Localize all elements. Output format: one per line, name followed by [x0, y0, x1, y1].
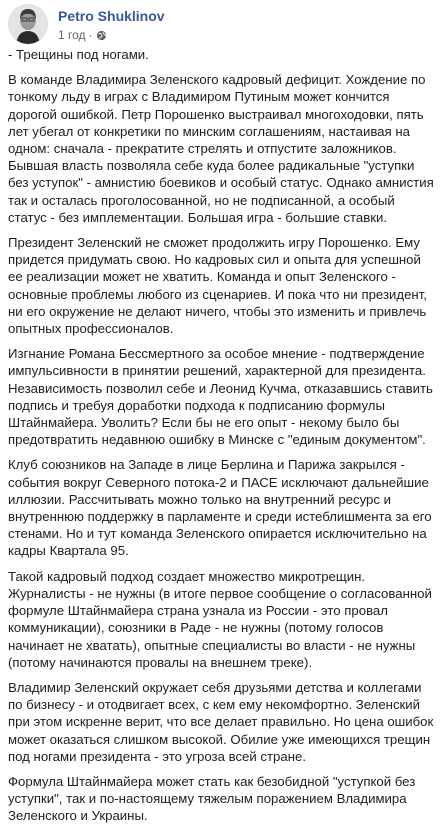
post-time[interactable]: 1 год — [58, 28, 86, 42]
post-paragraph: В команде Владимира Зеленского кадровый дефицит. Хождение по тонкому льду в играх с Владимиром Путиным может кончится дорогой ошибкой. Петр Порошенко выстраивал многоходовки, пять лет убегал от конкретики по минским соглашениям, настаивая на одном: сначала - прекратите стрелять и отпустите заложников. Бывшая власть позволяла себе куда более радикальные "уступки без уступок" - амнистию боевиков и особый статус. Однако амнистия так и осталась проголосованной, но не подписанной, а особый статус - без имплементации. Большая игра - большие ставки. — [8, 72, 434, 225]
post-paragraph: Такой кадровый подход создает множество микротрещин. Журналисты - не нужны (в итоге первое сообщение о согласованной формуле Штайнмайера страна узнала из России - это провал коммуникации), союзники в Раде - не нужны (потому голосов начинает не хватать), опытные специалисты во власти - не нужны (потому начинаются провалы на внешнем треке). — [8, 568, 432, 670]
post-paragraph: Владимир Зеленский окружает себя друзьями детства и коллегами по бизнесу - и отодвигает всех, с кем ему некомфортно. Зеленский при этом искренне верит, что все делает правильно. Но цена ошибок может оказаться слишком высокой. Обилие уже имеющихся трещин под ногами президента - это угроза всей стране. — [8, 679, 434, 764]
post-paragraph: Изгнание Романа Бессмертного за особое мнение - подтверждение импульсивности в принятии решений, характерной для президента. Независимость позволил себе и Леонид Кучма, отказавшись ставить подпись и требуя доработки подхода к подписанию формулы Штайнмайера. Уволить? Если бы не его опыт - некому было бы предотвратить недавнюю ошибку в Минске с "единым документом". — [8, 346, 433, 448]
post-paragraph: Формула Штайнмайера может стать как безобидной "уступкой без уступки", так и по-настоящему тяжелым поражением Владимира Зеленского и Украины. — [8, 773, 416, 824]
avatar[interactable] — [8, 4, 48, 44]
post-header — [8, 4, 436, 48]
post-paragraph: - Трещины под ногами. — [8, 47, 149, 62]
post-body — [8, 46, 436, 833]
post-meta — [58, 28, 107, 42]
post-paragraph: Клуб союзников на Западе в лице Берлина и Парижа закрылся - события вокруг Северного потока-2 и ПАСЕ исключают дальнейшие иллюзии. Рассчитывать можно только на внутренний ресурс и внутреннюю поддержку в парламенте и среди истеблишмента за его стенами. Но и тут команда Зеленского опирается исключительно на кадры Квартала 95. — [8, 457, 432, 559]
meta-separator: · — [88, 28, 93, 42]
globe-icon[interactable] — [96, 30, 107, 41]
author-name[interactable]: Petro Shuklinov — [58, 8, 165, 24]
post-paragraph: Президент Зеленский не сможет продолжить игру Порошенко. Ему придется придумать свою. Но кадровых сил и опыта для успешной ее реализации может не хватить. Команда и опыт Зеленского - основные проблемы любого из сценариев. И пока что ни президент, ни его окружение не делают ничего, чтобы это изменить и привлечь опытных профессионалов. — [8, 235, 427, 337]
